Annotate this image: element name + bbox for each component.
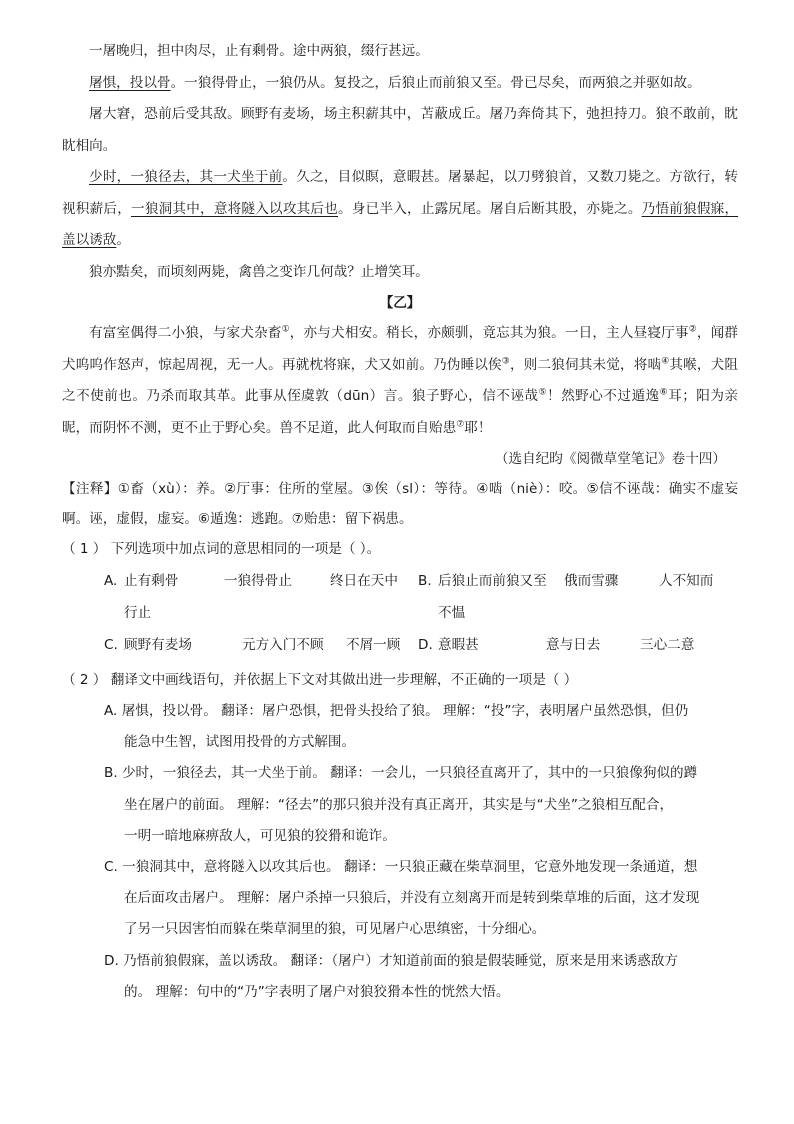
- q1-option-c-2: 元方入门不顾: [242, 637, 324, 653]
- q1-option-d-3: 三心二意: [640, 637, 695, 653]
- source-citation: （选自纪昀《阅微草堂笔记》卷十四）: [494, 451, 726, 467]
- q2-option-a-line1: A. 屠惧，投以骨。 翻译：屠户恐惧，把骨头投给了狼。 理解：“投”字，表明屠户虽然恐惧，但仍: [104, 703, 689, 719]
- para3-text: 屠大窘，恐前后受其敌。顾野有麦场，场主积薪其中，苫蔽成丘。屠乃奔倚其下，弛担持刀。狼不敢前，眈眈相向。: [62, 106, 738, 154]
- q2-option-c-line2: 在后面攻击屠户。 理解：屠户杀掉一只狼后，并没有立刻离开而是转到柴草堆的后面，这才发现: [124, 890, 700, 907]
- question-2-stem: （ 2 ） 翻译文中画线语句，并依据上下文对其做出进一步理解，不正确的一项是（ ）: [62, 672, 578, 688]
- q1-option-d-1: 意暇甚: [438, 637, 479, 653]
- note-ref-2: ②: [688, 324, 697, 335]
- q2-option-b-line1: B. 少时，一狼径去，其一犬坐于前。 翻译：一会儿，一只狼径直离开了，其中的一只狼像狗似的蹲: [104, 765, 698, 782]
- yi-text-7: 耳；阳为亲昵，而阴怀不测，更不止于野心矣。兽不足道，此人何取而自贻患: [62, 388, 739, 436]
- q2-option-a-line2: 能急中生智，试图用投骨的方式解围。: [124, 734, 356, 751]
- annotations: 【注释】①畜（xù）：养。②厅事：住所的堂屋。③俟（sl）：等待。④啮（niè）：咬。⑤信不诬哉：确实不虚妄啊。诬，虚假，虚妄。⑥遁逸：逃跑。⑦贻患：留下祸患。: [62, 481, 738, 527]
- q2-option-c-line1: C. 一狼洞其中，意将隧入以攻其后也。 翻译：一只狼正藏在柴草洞里，它意外地发现一条通道，想: [104, 859, 698, 876]
- q1-option-b-4: 不愠: [438, 605, 466, 621]
- yi-text-8: 耶！: [464, 419, 492, 436]
- q2-option-b[interactable]: [104, 758, 738, 852]
- para2-text: 。一狼得骨止，一狼仍从。复投之，后狼止而前狼又至。骨已尽矣，而两狼之并驱如故。: [170, 74, 701, 91]
- q2-option-c[interactable]: [104, 852, 738, 946]
- q1-option-a-3: 终日在天中: [330, 573, 398, 589]
- document-page: [62, 36, 738, 1008]
- q1-option-c-1: 顾野有麦场: [124, 637, 192, 653]
- q1-option-b-letter[interactable]: B.: [418, 573, 432, 589]
- passage-jia-para2: [62, 68, 738, 100]
- yi-text-1: 有富室偶得二小狼，与家犬杂畜: [89, 325, 282, 341]
- passage-jia-para5: [62, 257, 738, 289]
- passage-jia-para3: [62, 99, 738, 162]
- para4-text-1: 。久之，目似瞑，意暇甚。屠暴起，以刀劈狼首，又数刀毙之。方欲行，转视积薪后，: [62, 169, 739, 217]
- heading-yi: 【乙】: [379, 295, 421, 311]
- q1-option-c-3: 不屑一顾: [346, 637, 401, 653]
- q2-option-b-line2: 坐在屠户的前面。 理解：“径去”的那只狼并没有真正离开，其实是与“犬坐”之狼相互配合，: [124, 796, 674, 813]
- q1-option-a-1: 止有剩骨: [124, 573, 179, 589]
- underlined-sentence-2: 少时，一狼径去，其一犬坐于前: [89, 169, 283, 185]
- q2-option-d-line1: D. 乃悟前狼假寐，盖以诱敌。 翻译：（屠户）才知道前面的狼是假装睡觉，原来是用来诱惑敌方: [104, 952, 678, 969]
- passage-yi: [62, 318, 738, 444]
- q1-option-a-letter[interactable]: A.: [104, 573, 118, 589]
- q2-option-c-line3: 了另一只因害怕而躲在柴草洞里的狼，可见屠户心思缜密，十分细心。: [124, 921, 546, 938]
- para4-text-3: 。: [116, 232, 130, 248]
- q2-option-d[interactable]: [104, 946, 738, 1008]
- q2-option-d-line2: 的。 理解：句中的“乃”字表明了屠户对狼狡猾本性的恍然大悟。: [124, 983, 510, 1000]
- note-ref-6: ⑥: [659, 387, 669, 398]
- note-ref-7: ⑦: [456, 418, 465, 429]
- q1-option-d-letter[interactable]: D.: [418, 637, 433, 653]
- note-ref-1: ①: [281, 324, 290, 335]
- q2-option-a[interactable]: [104, 696, 738, 758]
- para4-text-2: 。身已半入，止露尻尾。屠自后断其股，亦毙之。: [338, 200, 642, 217]
- q1-option-b-2: 俄而雪骤: [564, 573, 619, 589]
- q1-option-a-2: 一狼得骨止: [224, 573, 292, 589]
- q2-option-b-line3: 一明一暗地麻痹敌人，可见狼的狡猾和诡诈。: [124, 827, 396, 844]
- underlined-sentence-4: 乃悟前狼假寐，盖以诱敌: [62, 200, 739, 248]
- para5-text: 狼亦黠矣，而顷刻两毙，禽兽之变诈几何哉？止增笑耳。: [89, 263, 429, 280]
- q1-option-a-4: 行止: [124, 605, 152, 621]
- note-ref-5: ⑤: [538, 387, 548, 398]
- yi-text-3: ，闻群犬呜呜作怒声，惊起周视，无一人。再就枕将寐，犬又如前。乃伪睡以俟: [62, 325, 739, 373]
- yi-text-2: ，亦与犬相安。稍长，亦颇驯，竟忘其为狼。一日，主人昼寝厅事: [289, 325, 689, 341]
- passage-jia-para1: [62, 36, 738, 68]
- note-ref-4: ④: [661, 355, 670, 366]
- yi-text-6: ！然野心不过遁逸: [547, 388, 660, 404]
- passage-jia-para4: [62, 162, 738, 257]
- underlined-sentence-3: 一狼洞其中，意将隧入以攻其后也: [131, 200, 339, 217]
- q1-option-b-1: 后狼止而前狼又至: [438, 573, 547, 589]
- q1-option-d-2: 意与日去: [546, 637, 601, 653]
- yi-text-5: 其喉，犬阻之不使前也。乃杀而取其革。此事从侄虞敦（dūn）言。狼子野心，信不诬哉: [62, 356, 738, 404]
- yi-text-4: ，则二狼伺其未觉，将啮: [510, 356, 662, 373]
- q1-option-b-3: 人不知而: [659, 573, 714, 589]
- para1-text: 一屠晚归，担中肉尽，止有剩骨。途中两狼，缀行甚远。: [89, 43, 429, 59]
- question-1-options: [62, 565, 738, 691]
- question-1-stem: （ 1 ） 下列选项中加点词的意思相同的一项是（ ）。: [62, 541, 381, 557]
- underlined-sentence-1: 屠惧，投以骨: [89, 74, 171, 91]
- q1-option-c-letter[interactable]: C.: [104, 637, 118, 653]
- note-ref-3: ③: [501, 355, 511, 366]
